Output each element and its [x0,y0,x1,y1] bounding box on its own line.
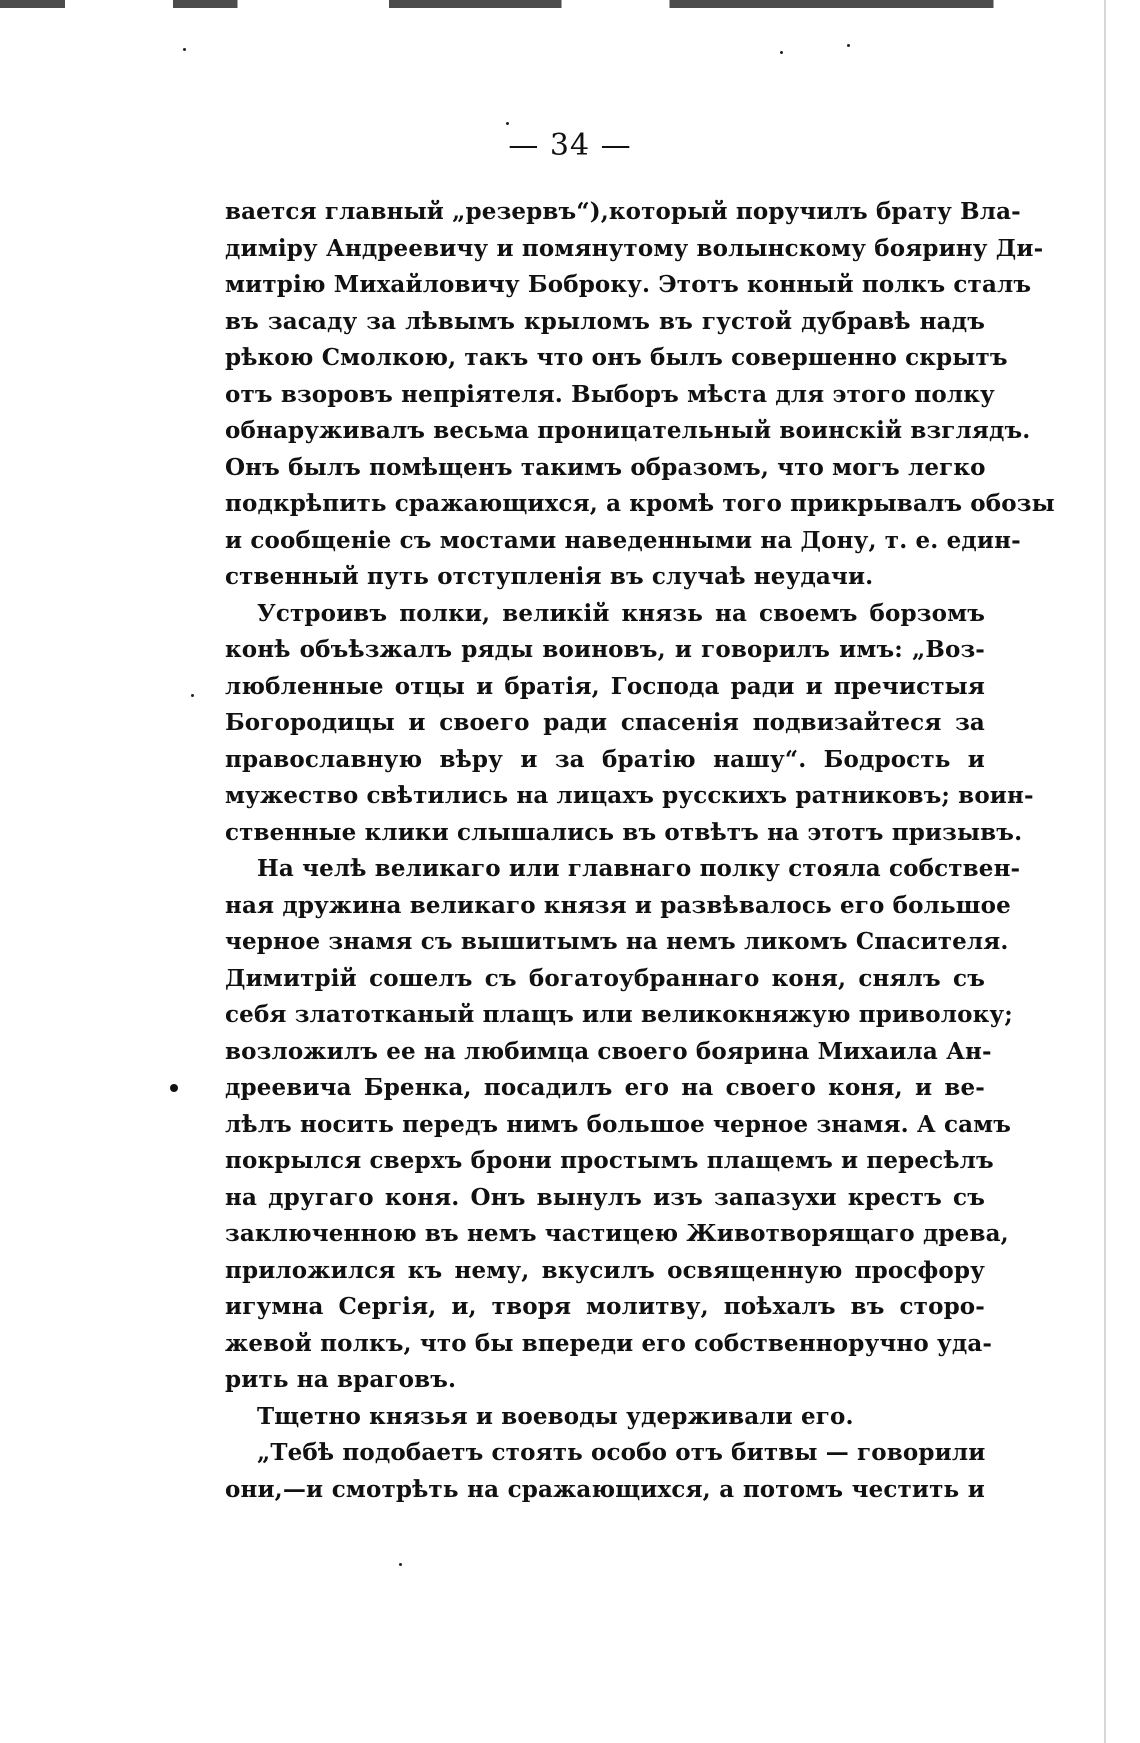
page-speck [399,1563,402,1566]
page-speck [183,48,186,51]
text-line: обнаруживалъ весьма проницательный воинскій взглядъ. [225,417,1031,444]
page-speck [506,122,509,125]
text-line: отъ взоровъ непріятеля. Выборъ мѣста для этого полку [225,380,995,408]
text-line: игумна Сергія, и, творя молитву, поѣхалъ въ сторо- [225,1293,985,1320]
text-line: на другаго коня. Онъ вынулъ изъ запазухи крестъ съ [225,1183,985,1211]
text-line: и сообщеніе съ мостами наведенными на Дону, т. е. един- [225,526,1021,554]
top-scan-edge [0,0,1080,8]
text-line: Устроивъ полки, великій князь на своемъ борзомъ [257,599,985,627]
text-line: Димитрій сошелъ съ богатоубраннаго коня, снялъ съ [225,964,985,992]
text-line: ная дружина великаго князя и развѣвалось его большое [225,891,1011,919]
text-line: ственные клики слышались въ отвѣтъ на этотъ призывъ. [225,818,1023,846]
text-line: „Тебѣ подобаетъ стоять особо отъ битвы — говорили [257,1439,986,1466]
text-line: они,—и смотрѣть на сражающихся, а потомъ честить и [225,1475,985,1503]
text-line: На челѣ великаго или главнаго полку стояла собствен- [257,855,1021,882]
text-line: ственный путь отступленія въ случаѣ неудачи. [225,563,874,590]
text-line: православную вѣру и за братію нашу“. Бодрость и [225,745,985,773]
text-line: рить на враговъ. [225,1366,457,1393]
book-text [225,194,1055,1508]
text-line: диміру Андреевичу и помянутому волынскому боярину Ди- [225,234,1044,262]
text-line: митрію Михайловичу Боброку. Этотъ конный полкъ сталъ [225,271,1032,298]
text-line: лѣлъ носить передъ нимъ большое черное знамя. А самъ [225,1110,1012,1138]
text-line: возложилъ ее на любимца своего боярина Михаила Ан- [225,1037,992,1065]
text-line: покрылся сверхъ брони простымъ плащемъ и пересѣлъ [225,1147,994,1174]
page-speck [847,44,850,47]
text-line: жевой полкъ, что бы впереди его собственноручно уда- [225,1329,993,1357]
text-line: рѣкою Смолкою, такъ что онъ былъ совершенно скрытъ [225,344,1008,371]
right-scan-edge [1104,0,1106,1743]
text-line: приложился къ нему, вкусилъ освященную просфору [225,1256,985,1284]
text-line: Онъ былъ помѣщенъ такимъ образомъ, что могъ легко [225,453,986,481]
text-line: подкрѣпить сражающихся, а кромѣ того прикрывалъ обозы [225,490,1055,517]
text-line: черное знамя съ вышитымъ на немъ ликомъ Спасителя. [225,928,1009,955]
text-line: Тщетно князья и воеводы удерживали его. [257,1402,854,1430]
text-line: мужество свѣтились на лицахъ русскихъ ратниковъ; воин- [225,782,1034,809]
page-speck [191,694,194,697]
text-line: себя златотканый плащъ или великокняжую приволоку; [225,1001,1013,1028]
page-speck [780,51,783,54]
text-line: любленные отцы и братія, Господа ради и пречистыя [225,672,985,700]
text-line: Богородицы и своего ради спасенія подвизайтеся за [225,709,985,736]
text-line: въ засаду за лѣвымъ крыломъ въ густой дубравѣ надъ [225,307,985,335]
text-line: дреевича Бренка, посадилъ его на своего коня, и ве- [225,1074,985,1101]
text-line: конѣ объѣзжалъ ряды воиновъ, и говорилъ имъ: „Воз- [225,636,985,663]
page-number: — 34 — [508,128,632,163]
text-line: заключенною въ немъ частицею Животворящаго древа, [225,1220,1009,1247]
margin-bullet-mark [170,1084,178,1092]
text-line: вается главный „резервъ“),который поручилъ брату Вла- [225,198,1021,225]
